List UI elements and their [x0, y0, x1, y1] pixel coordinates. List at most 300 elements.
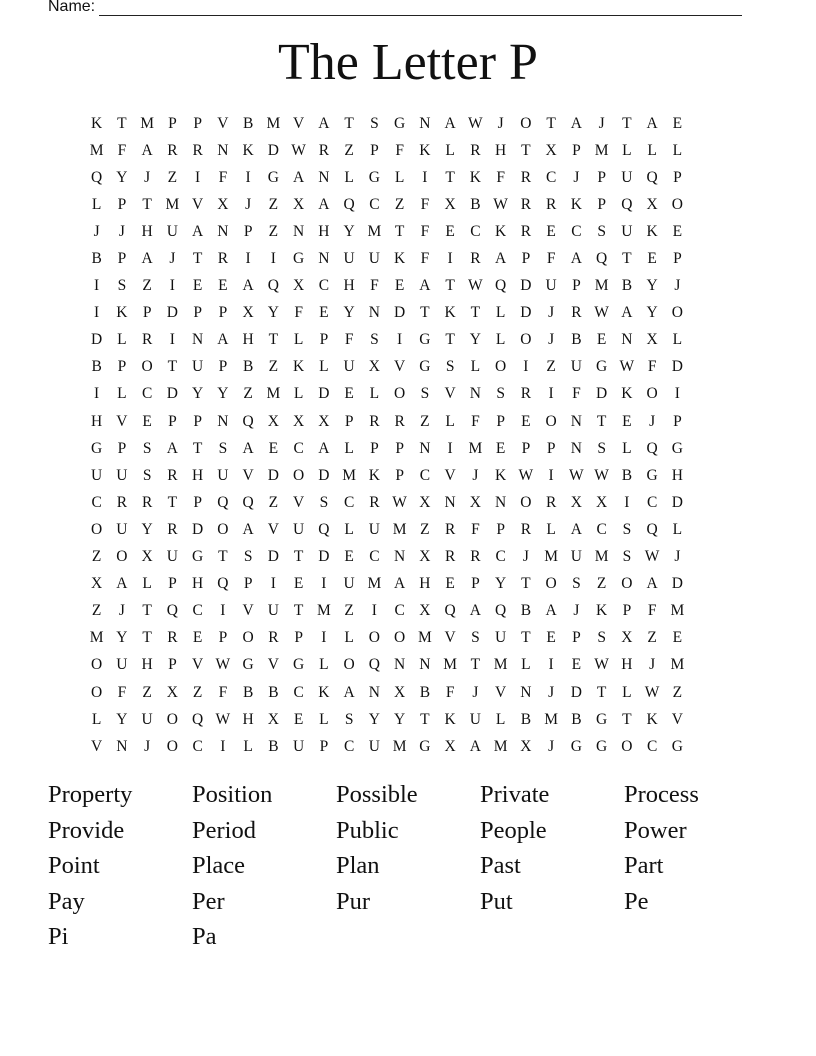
grid-letter: F: [572, 385, 581, 403]
grid-letter: U: [343, 575, 355, 593]
grid-letter: A: [495, 250, 507, 268]
grid-letter: A: [166, 439, 178, 457]
grid-letter: S: [420, 385, 430, 403]
grid-letter: R: [141, 493, 153, 511]
grid-letter: C: [394, 602, 405, 620]
grid-letter: F: [117, 683, 127, 701]
grid-letter: V: [444, 385, 456, 403]
grid-letter: Y: [469, 331, 481, 349]
grid-letter: M: [89, 141, 104, 159]
grid-letter: K: [570, 195, 582, 213]
grid-letter: E: [546, 629, 556, 647]
grid-letter: P: [572, 629, 581, 647]
grid-letter: G: [646, 466, 658, 484]
grid-letter: A: [419, 277, 431, 295]
grid-letter: E: [319, 304, 329, 322]
grid-letter: Q: [166, 602, 178, 620]
word-list-item: Plan: [336, 852, 380, 879]
grid-letter: D: [166, 304, 178, 322]
grid-letter: R: [520, 195, 532, 213]
grid-letter: O: [242, 629, 254, 647]
grid-letter: L: [319, 710, 329, 728]
grid-letter: S: [622, 520, 632, 538]
grid-letter: V: [293, 114, 305, 132]
grid-letter: A: [141, 141, 153, 159]
word-list-item: Period: [192, 816, 256, 844]
grid-letter: A: [444, 114, 456, 132]
grid-letter: N: [116, 737, 128, 755]
grid-letter: N: [495, 493, 507, 511]
name-field: [48, 0, 742, 16]
grid-letter: L: [546, 520, 556, 538]
grid-letter: X: [166, 683, 178, 701]
grid-letter: I: [523, 358, 529, 376]
grid-letter: W: [644, 548, 660, 566]
grid-letter: D: [671, 493, 683, 511]
grid-letter: N: [419, 114, 431, 132]
grid-letter: M: [417, 629, 432, 647]
grid-letter: F: [218, 168, 228, 186]
grid-letter: P: [193, 304, 202, 322]
grid-letter: R: [167, 629, 178, 647]
grid-letter: L: [243, 737, 253, 755]
grid-letter: W: [468, 114, 483, 132]
grid-letter: M: [670, 602, 685, 620]
grid-letter: P: [673, 412, 682, 430]
grid-letter: O: [394, 629, 406, 647]
grid-letter: R: [369, 412, 380, 430]
grid-row: [84, 381, 690, 408]
grid-letter: X: [545, 141, 557, 159]
grid-letter: M: [266, 385, 281, 403]
grid-letter: B: [242, 683, 254, 701]
grid-letter: K: [394, 250, 406, 268]
grid-row: [84, 652, 690, 679]
grid-letter: M: [493, 737, 508, 755]
grid-letter: G: [394, 114, 406, 132]
grid-letter: U: [217, 466, 229, 484]
grid-letter: G: [671, 439, 683, 457]
grid-letter: G: [570, 737, 582, 755]
grid-row: [84, 300, 690, 327]
grid-letter: L: [344, 629, 354, 647]
grid-letter: M: [544, 548, 559, 566]
grid-letter: K: [368, 466, 380, 484]
grid-letter: L: [470, 358, 481, 376]
grid-letter: W: [518, 466, 534, 484]
grid-letter: I: [321, 575, 327, 593]
grid-letter: B: [571, 710, 582, 728]
grid-letter: U: [293, 737, 305, 755]
grid-letter: K: [116, 304, 128, 322]
grid-letter: I: [447, 439, 453, 457]
grid-letter: A: [318, 439, 330, 457]
grid-letter: Q: [368, 656, 380, 674]
grid-letter: L: [495, 304, 506, 322]
grid-letter: S: [471, 629, 480, 647]
grid-letter: G: [91, 439, 103, 457]
grid-letter: M: [316, 602, 331, 620]
grid-letter: T: [521, 629, 531, 647]
grid-letter: N: [394, 548, 406, 566]
grid-letter: L: [319, 656, 329, 674]
grid-letter: Q: [267, 277, 279, 295]
grid-letter: E: [394, 277, 405, 295]
grid-letter: C: [369, 548, 380, 566]
grid-letter: A: [570, 114, 582, 132]
word-list-item: Pe: [624, 887, 649, 915]
grid-letter: E: [344, 548, 354, 566]
grid-letter: N: [368, 304, 380, 322]
grid-letter: Y: [646, 304, 658, 322]
grid-letter: N: [469, 385, 481, 403]
grid-letter: P: [243, 575, 253, 593]
grid-letter: Z: [596, 575, 607, 593]
word-list-item: Past: [480, 852, 521, 879]
grid-letter: V: [91, 737, 103, 755]
grid-letter: L: [293, 385, 304, 403]
grid-letter: P: [370, 141, 379, 159]
grid-letter: G: [192, 548, 204, 566]
grid-letter: H: [343, 277, 355, 295]
grid-row: [84, 327, 690, 354]
grid-letter: S: [344, 710, 354, 728]
grid-letter: D: [267, 548, 279, 566]
grid-letter: R: [318, 141, 330, 159]
grid-letter: V: [444, 466, 456, 484]
grid-letter: Y: [343, 222, 355, 240]
grid-letter: E: [293, 710, 304, 728]
grid-letter: Y: [394, 710, 406, 728]
grid-letter: L: [445, 412, 455, 430]
grid-letter: H: [192, 466, 204, 484]
grid-letter: B: [268, 683, 279, 701]
grid-letter: Q: [217, 493, 229, 511]
grid-letter: Y: [343, 304, 355, 322]
grid-row: [84, 218, 690, 245]
grid-letter: X: [141, 548, 153, 566]
grid-letter: A: [293, 168, 305, 186]
grid-letter: H: [318, 222, 330, 240]
grid-letter: I: [624, 493, 630, 511]
grid-letter: O: [545, 575, 557, 593]
word-list-item: Process: [624, 781, 699, 808]
grid-letter: D: [394, 304, 406, 322]
grid-letter: M: [165, 195, 180, 213]
grid-letter: S: [445, 358, 455, 376]
grid-letter: E: [495, 439, 506, 457]
grid-letter: D: [318, 548, 330, 566]
grid-letter: J: [548, 737, 555, 755]
grid-letter: O: [217, 520, 229, 538]
grid-letter: P: [622, 602, 632, 620]
grid-letter: B: [520, 602, 532, 620]
grid-letter: L: [672, 520, 683, 538]
name-label: Name:: [48, 0, 96, 15]
grid-letter: L: [521, 656, 531, 674]
grid-letter: Z: [420, 412, 430, 430]
grid-letter: G: [419, 358, 431, 376]
grid-letter: X: [293, 277, 305, 295]
grid-letter: U: [192, 358, 204, 376]
grid-letter: A: [242, 277, 254, 295]
grid-letter: R: [520, 385, 532, 403]
grid-letter: U: [166, 222, 178, 240]
grid-row: [84, 273, 690, 300]
grid-letter: S: [243, 548, 253, 566]
grid-letter: D: [91, 331, 103, 349]
grid-letter: V: [267, 520, 279, 538]
grid-letter: K: [293, 358, 305, 376]
grid-letter: B: [470, 195, 481, 213]
grid-letter: E: [293, 575, 304, 593]
grid-letter: C: [470, 222, 481, 240]
grid-letter: J: [169, 250, 176, 268]
grid-letter: P: [168, 412, 177, 430]
grid-letter: U: [343, 250, 355, 268]
grid-letter: Q: [192, 710, 204, 728]
grid-letter: E: [268, 439, 279, 457]
grid-row: [84, 462, 690, 489]
grid-letter: O: [646, 385, 658, 403]
grid-letter: V: [293, 493, 305, 511]
grid-letter: X: [444, 737, 456, 755]
grid-letter: B: [242, 358, 254, 376]
grid-letter: U: [116, 520, 128, 538]
grid-letter: G: [368, 168, 380, 186]
grid-letter: D: [166, 385, 178, 403]
grid-letter: S: [597, 439, 606, 457]
grid-letter: C: [141, 385, 153, 403]
grid-letter: I: [674, 385, 680, 403]
grid-letter: F: [420, 195, 430, 213]
grid-letter: M: [594, 548, 609, 566]
grid-letter: P: [496, 520, 505, 538]
grid-letter: M: [443, 656, 458, 674]
grid-letter: U: [116, 466, 128, 484]
grid-letter: T: [394, 222, 405, 240]
grid-letter: N: [570, 412, 582, 430]
grid-letter: E: [445, 222, 455, 240]
grid-letter: R: [369, 493, 380, 511]
grid-letter: Z: [420, 520, 430, 538]
grid-letter: I: [245, 168, 251, 186]
grid-letter: M: [266, 114, 281, 132]
grid-letter: D: [671, 575, 683, 593]
grid-letter: I: [447, 250, 453, 268]
grid-letter: U: [469, 710, 481, 728]
grid-row: [84, 354, 690, 381]
grid-letter: I: [270, 575, 276, 593]
grid-letter: J: [144, 168, 151, 186]
grid-letter: E: [344, 385, 354, 403]
grid-letter: Z: [344, 141, 354, 159]
grid-letter: N: [318, 250, 330, 268]
grid-letter: L: [672, 331, 683, 349]
grid-letter: T: [546, 114, 556, 132]
letter-grid: [84, 110, 690, 760]
grid-letter: Q: [646, 439, 658, 457]
grid-letter: R: [520, 168, 532, 186]
grid-row: [84, 706, 690, 733]
grid-row: [84, 571, 690, 598]
grid-letter: U: [570, 358, 582, 376]
word-list-item: Put: [480, 887, 513, 915]
grid-letter: I: [548, 656, 554, 674]
grid-letter: J: [144, 737, 151, 755]
grid-letter: T: [420, 710, 430, 728]
grid-letter: M: [392, 737, 407, 755]
grid-letter: C: [343, 737, 355, 755]
grid-letter: P: [117, 250, 127, 268]
grid-letter: D: [318, 385, 330, 403]
grid-letter: I: [195, 168, 201, 186]
grid-letter: T: [521, 575, 531, 593]
grid-letter: P: [168, 656, 177, 674]
grid-letter: Z: [91, 602, 102, 620]
grid-letter: B: [419, 683, 431, 701]
grid-letter: B: [571, 331, 582, 349]
grid-letter: I: [548, 466, 554, 484]
grid-row: [84, 679, 690, 706]
grid-letter: W: [468, 277, 483, 295]
grid-letter: A: [646, 575, 658, 593]
grid-letter: J: [674, 548, 681, 566]
grid-letter: L: [142, 575, 152, 593]
grid-letter: N: [192, 331, 204, 349]
grid-letter: X: [444, 195, 456, 213]
grid-letter: P: [370, 439, 379, 457]
grid-letter: W: [215, 710, 231, 728]
grid-letter: P: [344, 412, 354, 430]
grid-letter: S: [597, 629, 606, 647]
grid-letter: L: [91, 195, 102, 213]
grid-letter: D: [596, 385, 608, 403]
grid-letter: V: [192, 656, 204, 674]
grid-letter: D: [192, 520, 204, 538]
grid-letter: J: [118, 602, 125, 620]
word-list-item: Place: [192, 852, 246, 879]
grid-letter: K: [444, 710, 456, 728]
grid-letter: E: [192, 629, 203, 647]
grid-letter: N: [520, 683, 532, 701]
grid-letter: C: [646, 737, 658, 755]
grid-letter: Z: [91, 548, 102, 566]
grid-letter: V: [267, 656, 279, 674]
grid-letter: W: [619, 358, 635, 376]
grid-letter: H: [621, 656, 633, 674]
grid-letter: M: [367, 222, 382, 240]
grid-letter: T: [142, 629, 152, 647]
grid-letter: J: [674, 277, 681, 295]
grid-letter: Q: [444, 602, 456, 620]
grid-letter: C: [646, 493, 658, 511]
grid-letter: A: [646, 114, 658, 132]
grid-letter: Q: [343, 195, 355, 213]
grid-letter: S: [597, 222, 606, 240]
grid-letter: Z: [268, 195, 279, 213]
grid-letter: J: [522, 548, 529, 566]
grid-letter: A: [343, 683, 355, 701]
grid-letter: C: [545, 168, 557, 186]
grid-letter: W: [644, 683, 660, 701]
grid-letter: O: [368, 629, 380, 647]
grid-letter: R: [116, 493, 128, 511]
word-list-item: Possible: [336, 781, 418, 808]
grid-letter: T: [142, 602, 152, 620]
grid-letter: I: [220, 737, 226, 755]
grid-letter: K: [419, 141, 431, 159]
grid-letter: I: [220, 602, 226, 620]
grid-letter: E: [192, 277, 203, 295]
grid-letter: A: [318, 114, 330, 132]
grid-letter: X: [596, 493, 608, 511]
grid-letter: P: [218, 358, 228, 376]
grid-letter: N: [394, 656, 406, 674]
grid-letter: X: [368, 358, 380, 376]
grid-letter: N: [293, 222, 305, 240]
grid-letter: X: [267, 412, 279, 430]
grid-letter: P: [319, 737, 329, 755]
grid-letter: X: [621, 629, 633, 647]
grid-letter: A: [192, 222, 204, 240]
grid-letter: D: [267, 141, 279, 159]
grid-letter: P: [496, 412, 505, 430]
grid-letter: W: [594, 466, 609, 484]
grid-letter: S: [572, 575, 581, 593]
grid-letter: T: [218, 548, 228, 566]
grid-letter: F: [496, 168, 505, 186]
word-list-item: Property: [48, 781, 133, 808]
grid-letter: S: [117, 277, 127, 295]
grid-letter: X: [646, 195, 658, 213]
grid-letter: G: [671, 737, 683, 755]
grid-row: [84, 435, 690, 462]
grid-letter: F: [420, 250, 430, 268]
grid-letter: L: [117, 331, 127, 349]
grid-letter: F: [420, 222, 430, 240]
grid-letter: G: [596, 358, 608, 376]
grid-letter: B: [268, 737, 279, 755]
grid-letter: P: [193, 114, 202, 132]
grid-letter: T: [470, 656, 481, 674]
grid-letter: N: [444, 493, 456, 511]
grid-letter: F: [370, 277, 379, 295]
grid-letter: P: [168, 114, 177, 132]
grid-letter: N: [621, 331, 633, 349]
page-title: The Letter P: [278, 34, 538, 91]
grid-letter: L: [672, 141, 683, 159]
grid-letter: P: [395, 439, 404, 457]
grid-row: [84, 137, 690, 164]
grid-letter: X: [419, 493, 431, 511]
grid-letter: K: [596, 602, 608, 620]
grid-letter: N: [217, 222, 229, 240]
grid-letter: Q: [646, 520, 658, 538]
grid-letter: E: [672, 222, 683, 240]
grid-letter: P: [117, 195, 127, 213]
grid-letter: M: [140, 114, 155, 132]
grid-letter: Z: [672, 683, 683, 701]
grid-letter: U: [368, 520, 380, 538]
grid-letter: G: [267, 168, 279, 186]
grid-letter: T: [596, 683, 607, 701]
grid-letter: E: [647, 250, 657, 268]
grid-letter: P: [572, 277, 581, 295]
grid-letter: R: [217, 250, 229, 268]
grid-letter: R: [167, 141, 178, 159]
grid-letter: Y: [116, 629, 128, 647]
